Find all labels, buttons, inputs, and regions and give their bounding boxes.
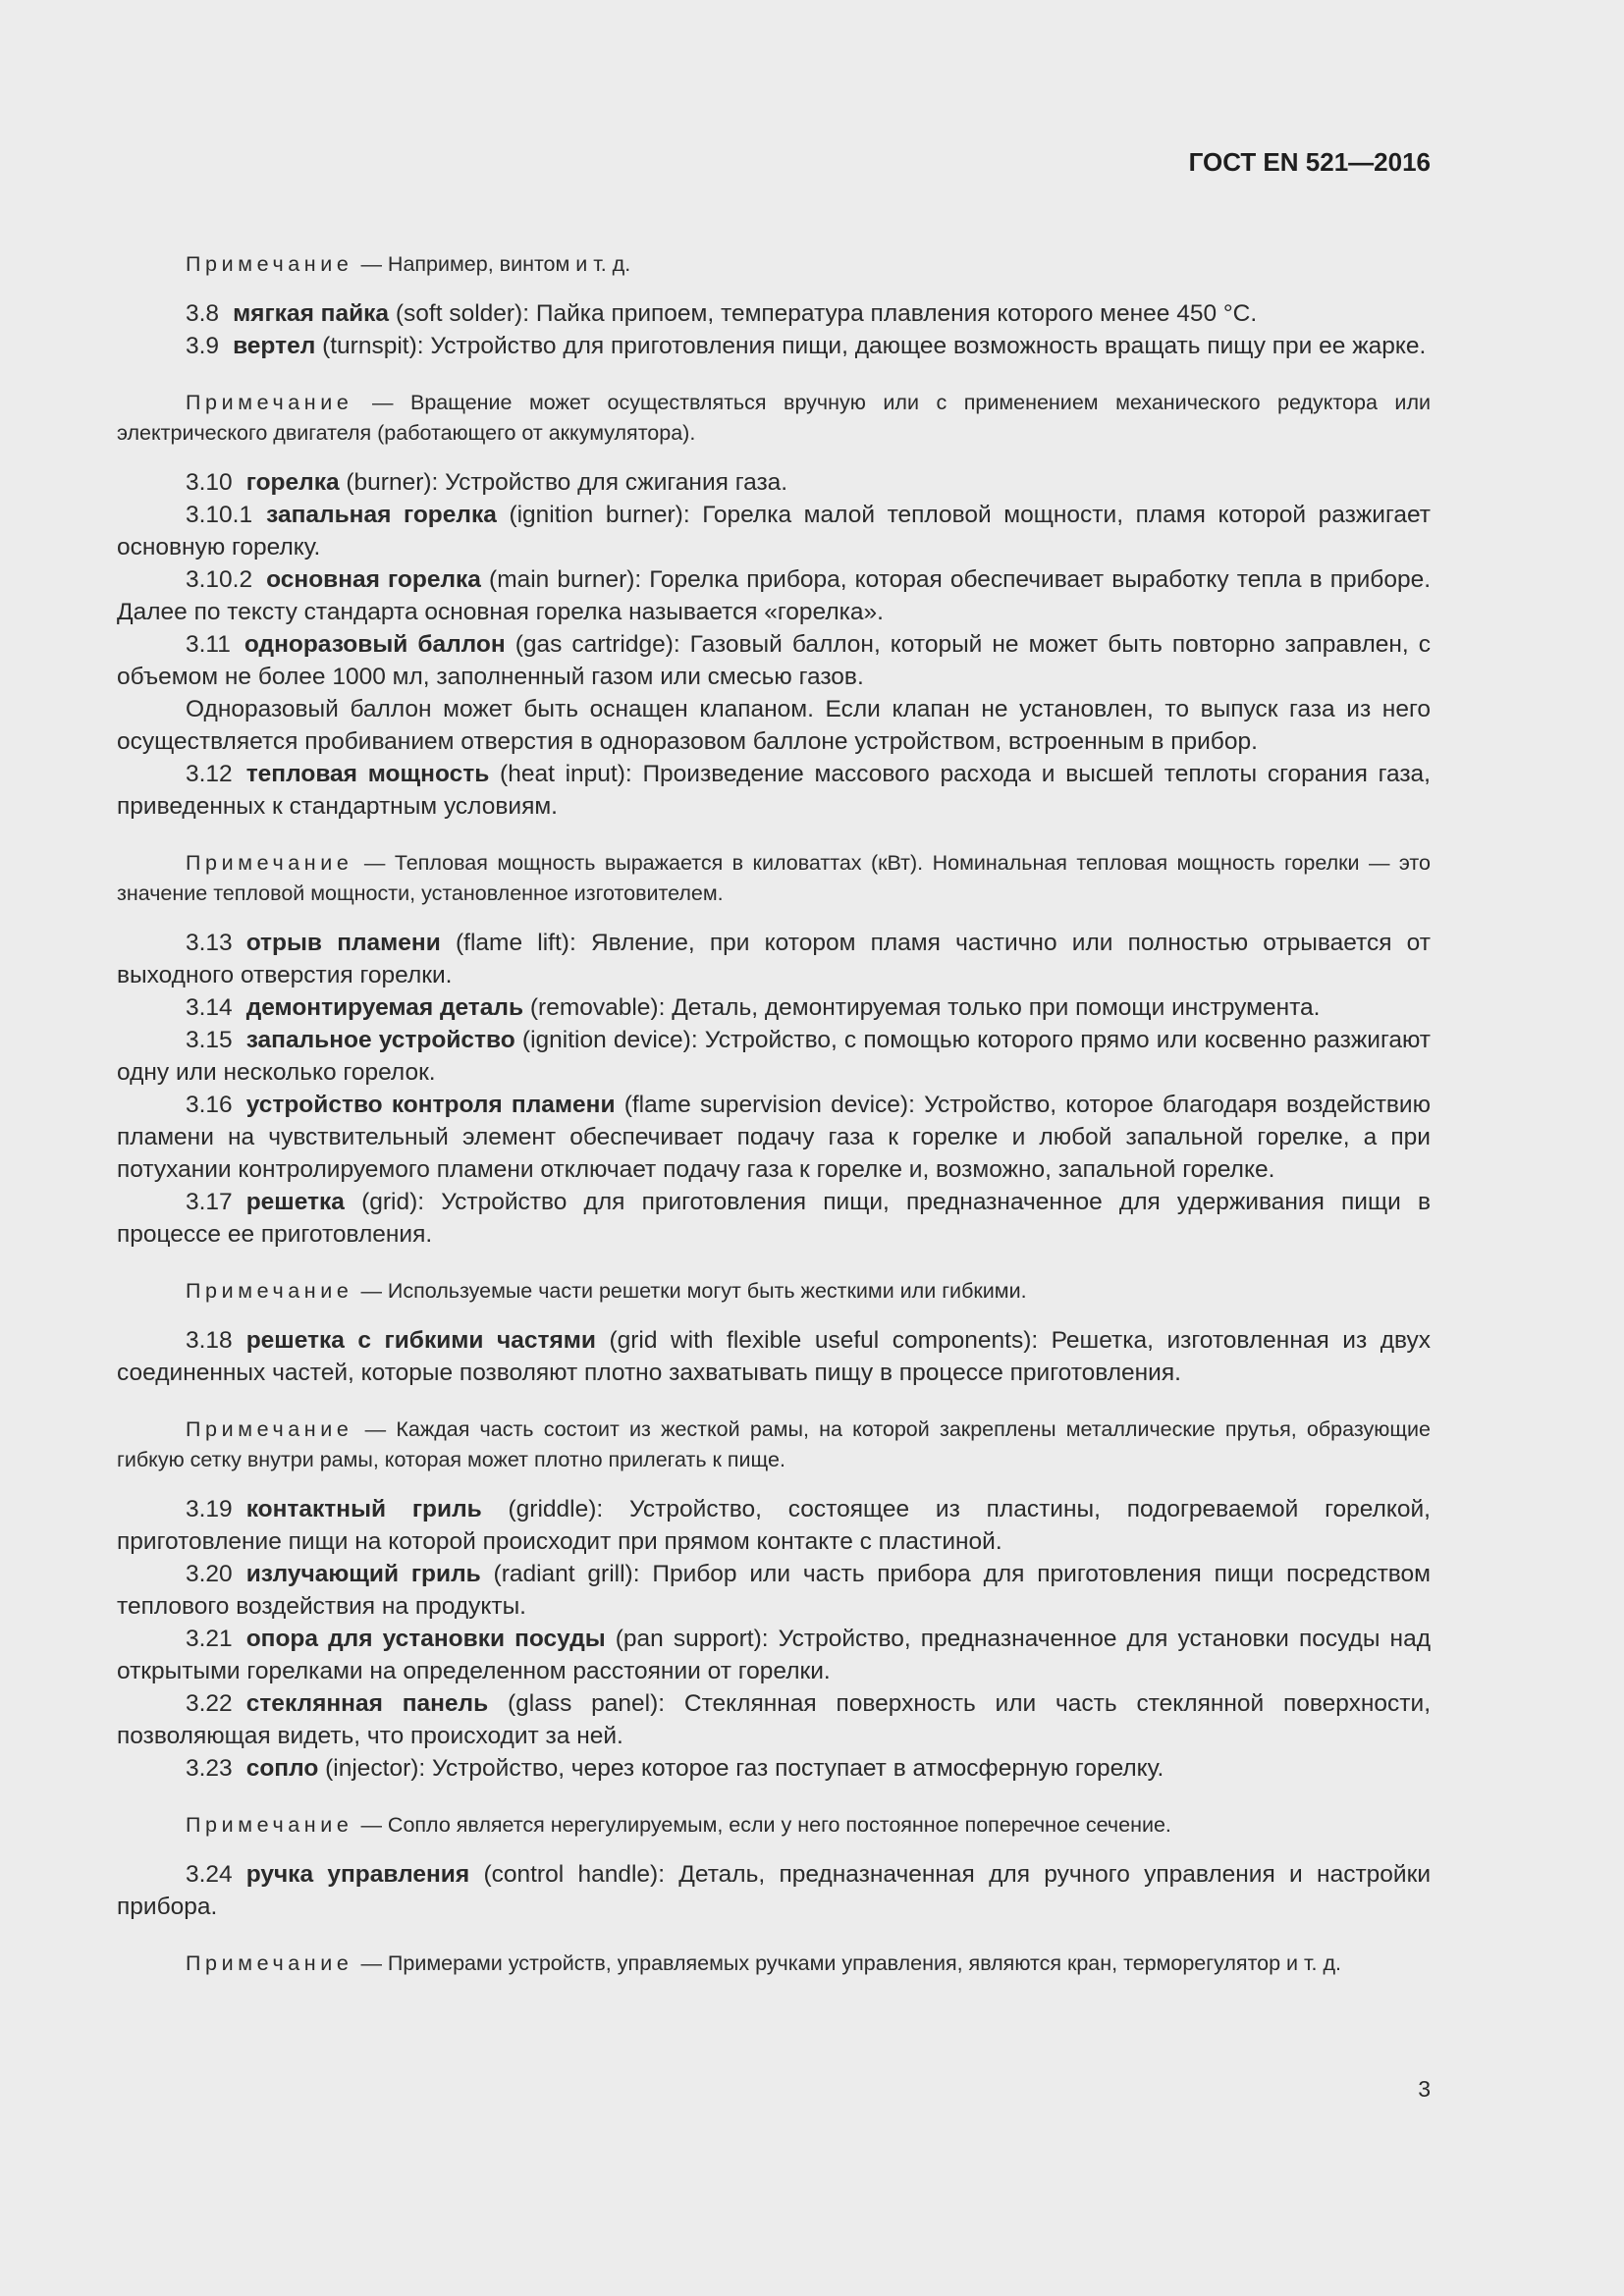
definition-paragraph (117, 1493, 1431, 1558)
definition-paragraph (117, 499, 1431, 563)
definition-paragraph (117, 297, 1431, 330)
definition-text: (burner): Устройство для сжигания газа. (346, 469, 788, 496)
defined-term: одноразовый баллон (244, 631, 506, 658)
clause-number: 3.13 (186, 930, 233, 956)
note-paragraph (117, 1276, 1431, 1307)
note-text: — Например, винтом и т. д. (360, 252, 631, 276)
definition-text: (gas cartridge): Газовый баллон, который не может быть повторно заправлен, с объемом не более 1000 мл, заполненный газом или смесью газов. (117, 631, 1431, 690)
clause-number: 3.20 (186, 1561, 233, 1587)
defined-term: решетка (245, 1189, 345, 1215)
definition-text: (turnspit): Устройство для приготовления пищи, дающее возможность вращать пищу при ее жарке. (322, 333, 1427, 359)
clause-number: 3.23 (186, 1755, 233, 1782)
clause-number: 3.17 (186, 1189, 233, 1215)
defined-term: стеклянная панель (245, 1690, 489, 1717)
definition-paragraph (117, 758, 1431, 823)
defined-term: основная горелка (266, 566, 481, 593)
note-label: Примечание (186, 1279, 353, 1303)
clause-number: 3.11 (186, 631, 231, 658)
definition-text: (injector): Устройство, через которое газ поступает в атмосферную горелку. (325, 1755, 1164, 1782)
defined-term: вертел (233, 333, 316, 359)
clause-number: 3.18 (186, 1327, 233, 1354)
defined-term: отрыв пламени (245, 930, 441, 956)
definition-paragraph (117, 1858, 1431, 1923)
note-text: — Каждая часть состоит из жесткой рамы, на которой закреплены металлические прутья, образующие гибкую сетку внутри рамы, которая может плотно прилегать к пище. (117, 1417, 1431, 1471)
definition-text: (grid with flexible useful components): Решетка, изготовленная из двух соединенных частей, которые позволяют плотно захватывать пищу в процессе приготовления. (117, 1327, 1431, 1386)
clause-number: 3.24 (186, 1861, 233, 1888)
document-header: ГОСТ EN 521—2016 (1188, 147, 1431, 177)
definition-paragraph (117, 1623, 1431, 1687)
clause-number: 3.9 (186, 333, 220, 359)
defined-term: тепловая мощность (245, 761, 490, 787)
definition-text: (ignition device): Устройство, с помощью которого прямо или косвенно разжигают одну или несколько горелок. (117, 1027, 1432, 1086)
clause-number: 3.8 (186, 300, 220, 327)
defined-term: мягкая пайка (233, 300, 390, 327)
definition-paragraph (117, 466, 1431, 499)
note-paragraph (117, 1949, 1431, 1979)
note-text: — Примерами устройств, управляемых ручками управления, являются кран, терморегулятор и т. д. (360, 1951, 1341, 1975)
document-body (117, 224, 1431, 1997)
note-label: Примечание (186, 252, 353, 276)
definition-paragraph (117, 1558, 1431, 1623)
note-label: Примечание (186, 1951, 353, 1975)
note-label: Примечание (186, 1417, 353, 1441)
note-text: — Используемые части решетки могут быть жесткими или гибкими. (360, 1279, 1027, 1303)
note-text: — Сопло является нерегулируемым, если у него постоянное поперечное сечение. (360, 1813, 1171, 1837)
clause-number: 3.19 (186, 1496, 233, 1522)
note-text: — Вращение может осуществляться вручную или с применением механического редуктора или электрического двигателя (работающего от аккумулятора). (117, 391, 1431, 445)
defined-term: демонтируемая деталь (245, 994, 524, 1021)
note-label: Примечание (186, 851, 353, 875)
defined-term: запальное устройство (245, 1027, 515, 1053)
clause-number: 3.10.2 (186, 566, 253, 593)
defined-term: решетка с гибкими частями (245, 1327, 596, 1354)
definition-paragraph (117, 628, 1431, 693)
definition-text: (flame lift): Явление, при котором пламя частично или полностью отрывается от выходного отверстия горелки. (117, 930, 1431, 988)
definition-paragraph (117, 1324, 1431, 1389)
definition-text: (flame supervision device): Устройство, которое благодаря воздействию пламени на чувствительный элемент обеспечивает подачу газа к горелке и любой запальной горелке, а при потухании контролируемого пламени отключает подачу газа к горелке и, возможно, запальной горелке. (117, 1092, 1431, 1183)
definition-paragraph (117, 330, 1431, 362)
definition-text: (radiant grill): Прибор или часть прибора для приготовления пищи посредством теплового воздействия на продукты. (117, 1561, 1432, 1620)
definition-paragraph (117, 563, 1431, 628)
note-paragraph (117, 848, 1431, 909)
body-paragraph: Одноразовый баллон может быть оснащен клапаном. Если клапан не установлен, то выпуск газа из него осуществляется пробиванием отверстия в одноразовом баллоне устройством, встроенным в прибор. (117, 696, 1431, 755)
defined-term: сопло (245, 1755, 319, 1782)
definition-text: (grid): Устройство для приготовления пищи, предназначенное для удерживания пищи в процессе ее приготовления. (117, 1189, 1431, 1248)
defined-term: контактный гриль (245, 1496, 482, 1522)
definition-paragraph (117, 1186, 1431, 1251)
clause-number: 3.21 (186, 1626, 233, 1652)
clause-number: 3.15 (186, 1027, 233, 1053)
definition-text: (glass panel): Стеклянная поверхность или часть стеклянной поверхности, позволяющая видеть, что происходит за ней. (117, 1690, 1432, 1749)
definition-paragraph (117, 1089, 1431, 1186)
defined-term: горелка (245, 469, 340, 496)
clause-number: 3.10.1 (186, 502, 253, 528)
page-number: 3 (1418, 2076, 1431, 2102)
definition-text: (control handle): Деталь, предназначенная для ручного управления и настройки прибора. (117, 1861, 1432, 1920)
definition-paragraph (117, 1687, 1431, 1752)
definition-text: (griddle): Устройство, состоящее из пластины, подогреваемой горелкой, приготовление пищи на которой происходит при прямом контакте с пластиной. (117, 1496, 1431, 1555)
defined-term: опора для установки посуды (245, 1626, 606, 1652)
note-label: Примечание (186, 1813, 353, 1837)
note-label: Примечание (186, 391, 353, 414)
defined-term: излучающий гриль (245, 1561, 481, 1587)
defined-term: запальная горелка (266, 502, 497, 528)
defined-term: ручка управления (245, 1861, 470, 1888)
clause-number: 3.16 (186, 1092, 233, 1118)
defined-term: устройство контроля пламени (245, 1092, 616, 1118)
definition-text: (ignition burner): Горелка малой тепловой мощности, пламя которой разжигает основную горелку. (117, 502, 1432, 561)
definition-text: (soft solder): Пайка припоем, температура плавления которого менее 450 °С. (395, 300, 1258, 327)
note-paragraph (117, 249, 1431, 280)
note-paragraph (117, 388, 1431, 449)
definition-paragraph (117, 927, 1431, 991)
clause-number: 3.22 (186, 1690, 233, 1717)
definition-text: (heat input): Произведение массового расхода и высшей теплоты сгорания газа, приведенных к стандартным условиям. (117, 761, 1431, 820)
note-paragraph (117, 1415, 1431, 1475)
definition-paragraph (117, 1752, 1431, 1785)
note-paragraph (117, 1810, 1431, 1841)
definition-paragraph (117, 1024, 1431, 1089)
definition-text: (main burner): Горелка прибора, которая обеспечивает выработку тепла в приборе. Далее по тексту стандарта основная горелка называется «горелка». (117, 566, 1432, 625)
clause-number: 3.10 (186, 469, 233, 496)
definition-text: (removable): Деталь, демонтируемая только при помощи инструмента. (529, 994, 1321, 1021)
clause-number: 3.14 (186, 994, 233, 1021)
note-text: — Тепловая мощность выражается в киловаттах (кВт). Номинальная тепловая мощность горелки — это значение тепловой мощности, установленное изготовителем. (117, 851, 1431, 905)
definition-text: (pan support): Устройство, предназначенное для установки посуды над открытыми горелками на определенном расстоянии от горелки. (117, 1626, 1431, 1684)
clause-number: 3.12 (186, 761, 233, 787)
definition-paragraph (117, 991, 1431, 1024)
